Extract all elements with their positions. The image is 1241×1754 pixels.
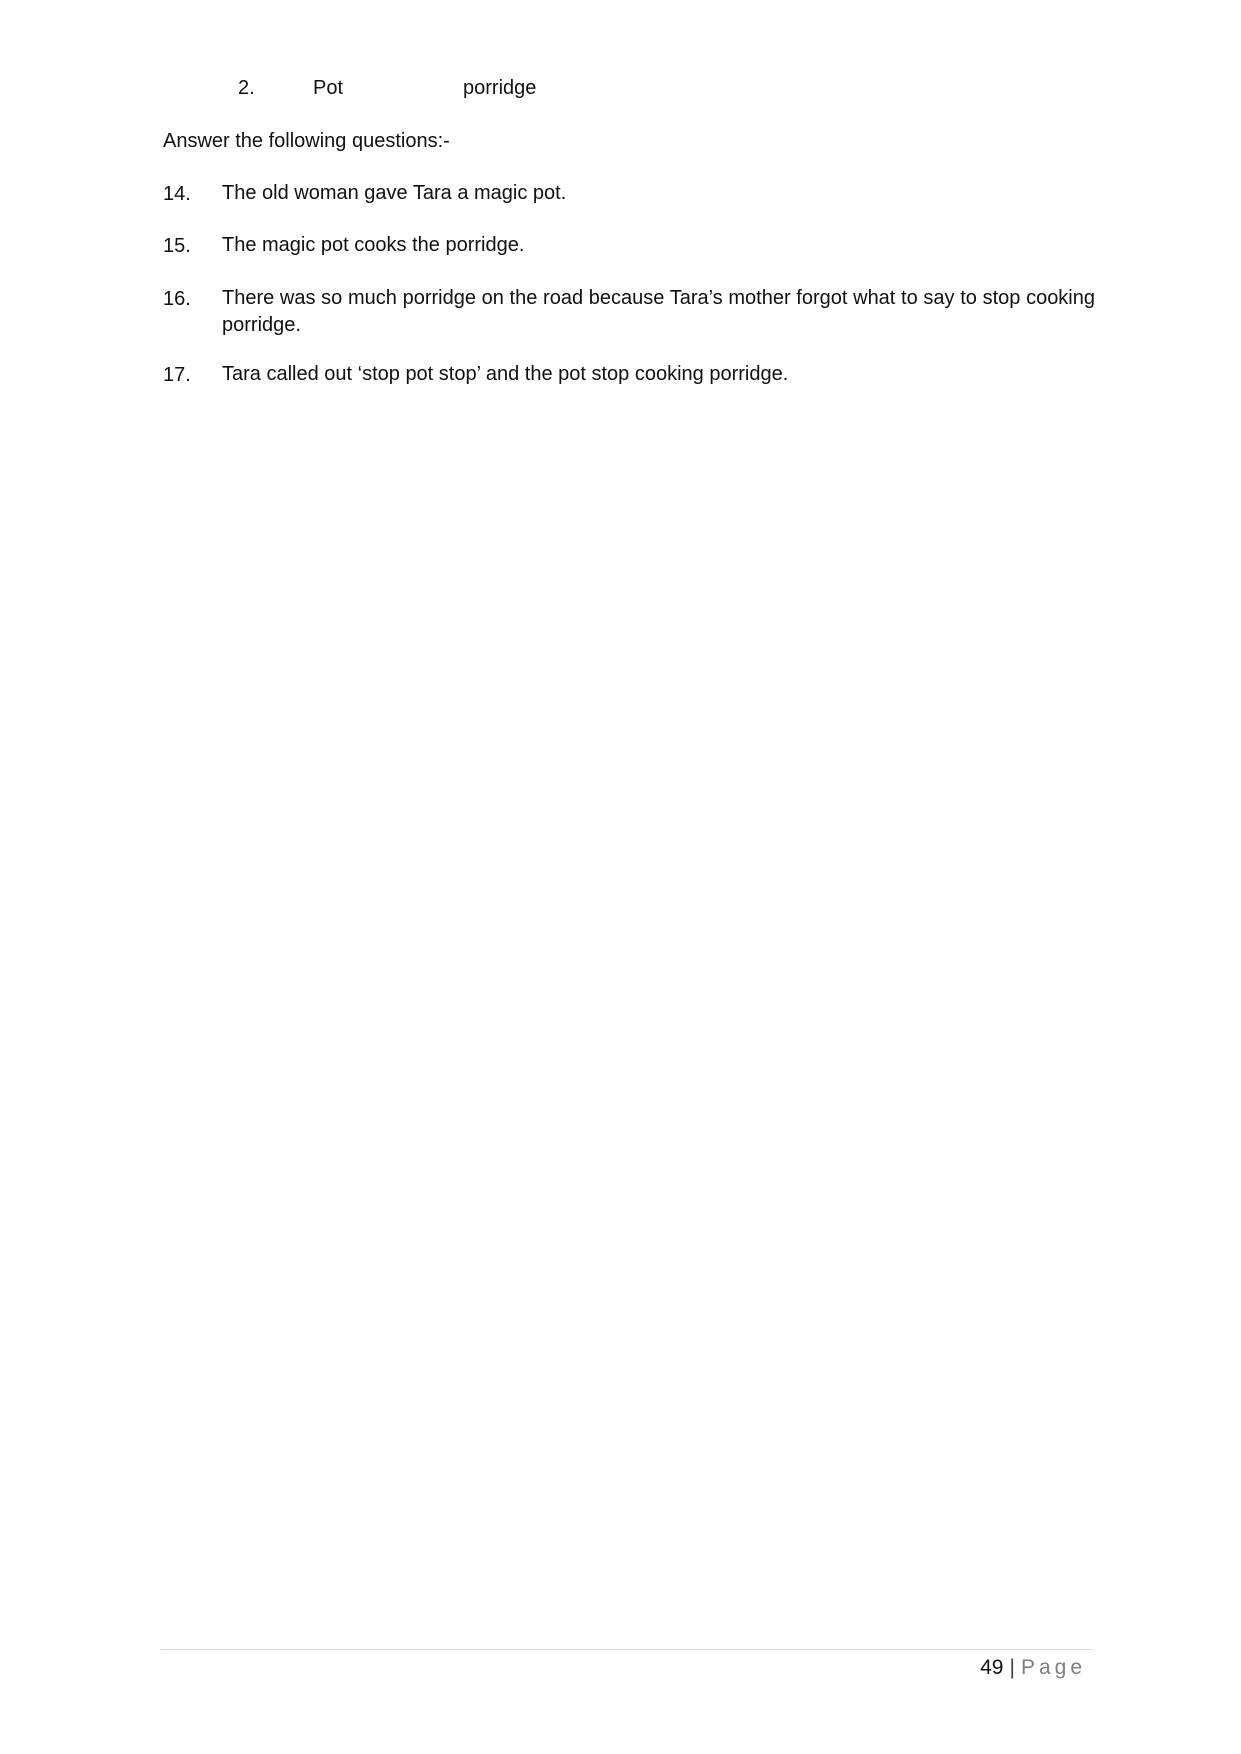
footer-separator: | bbox=[1009, 1656, 1015, 1679]
footer-divider bbox=[161, 1649, 1093, 1650]
matching-item-right: porridge bbox=[463, 77, 537, 99]
answer-text: Tara called out ‘stop pot stop’ and the pot stop cooking porridge. bbox=[222, 363, 789, 385]
answer-text: The old woman gave Tara a magic pot. bbox=[222, 182, 567, 204]
answer-text: The magic pot cooks the porridge. bbox=[222, 234, 525, 256]
page-label: Page bbox=[1020, 1656, 1086, 1679]
answer-number: 15. bbox=[163, 235, 191, 257]
matching-item-number: 2. bbox=[238, 77, 255, 99]
answer-number: 17. bbox=[163, 364, 191, 386]
answer-number: 16. bbox=[163, 288, 191, 310]
answer-number: 14. bbox=[163, 183, 191, 205]
page-number: 49 bbox=[980, 1656, 1004, 1679]
matching-item-left: Pot bbox=[313, 77, 344, 99]
section-heading: Answer the following questions:- bbox=[163, 130, 450, 152]
page-footer bbox=[980, 1654, 1086, 1682]
answer-text: There was so much porridge on the road because Tara’s mother forgot what to say to stop cooking porridge. bbox=[222, 287, 1095, 336]
